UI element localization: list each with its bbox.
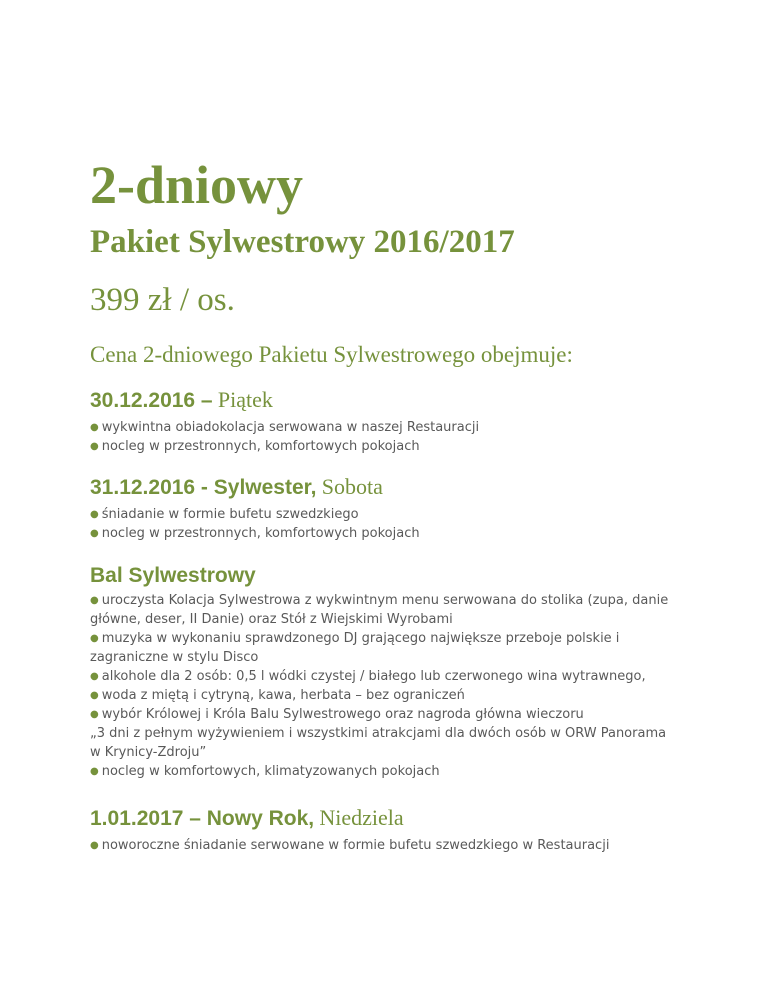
- list-item: ● wybór Królowej i Króla Balu Sylwestrowego oraz nagroda główna wieczoru: [90, 707, 584, 722]
- list-item: ● woda z miętą i cytryną, kawa, herbata – bez ograniczeń: [90, 688, 465, 703]
- bullet-icon: ●: [90, 840, 99, 851]
- bullet-icon: ●: [90, 528, 99, 539]
- section-day: Piątek: [217, 387, 273, 412]
- title-line-1: 2-dniowy: [90, 155, 304, 215]
- bullet-icon: ●: [90, 422, 99, 433]
- prize-quote: „3 dni z pełnym wyżywieniem i wszystkimi atrakcjami dla dwóch osób w ORW Panorama w Krynicy-Zdroju”: [90, 726, 667, 760]
- section-heading-31-12: [90, 474, 690, 501]
- bal-heading: Bal Sylwestrowy: [90, 564, 256, 587]
- bullet-icon: ●: [90, 633, 99, 644]
- section-heading-1-01: [90, 805, 690, 832]
- section-heading-30-12: [90, 387, 690, 414]
- section-date: 31.12.2016 - Sylwester,: [90, 476, 317, 499]
- bullet-icon: ●: [90, 441, 99, 452]
- intro-text: Cena 2-dniowego Pakietu Sylwestrowego obejmuje:: [90, 342, 573, 367]
- list-item: ● muzyka w wykonaniu sprawdzonego DJ grającego największe przeboje polskie i zagraniczne w stylu Disco: [90, 631, 620, 665]
- price: 399 zł / os.: [90, 282, 235, 318]
- list-item: ● uroczysta Kolacja Sylwestrowa z wykwintnym menu serwowana do stolika (zupa, danie główne, deser, II Danie) oraz Stół z Wiejskimi Wyrobami: [90, 593, 669, 627]
- section-day: Niedziela: [319, 805, 404, 830]
- section-date: 1.01.2017 – Nowy Rok,: [90, 807, 315, 830]
- bullet-icon: ●: [90, 671, 99, 682]
- section-list-30-12: [90, 418, 690, 456]
- section-list-1-01: [90, 836, 690, 855]
- list-item: ● noworoczne śniadanie serwowane w formie bufetu szwedzkiego w Restauracji: [90, 838, 610, 853]
- section-list-31-12: [90, 505, 690, 543]
- section-day: Sobota: [321, 474, 383, 499]
- bal-list: [90, 591, 690, 781]
- list-item: ● śniadanie w formie bufetu szwedzkiego: [90, 507, 359, 522]
- title-line-2: Pakiet Sylwestrowy 2016/2017: [90, 224, 515, 260]
- list-item: ● nocleg w przestronnych, komfortowych pokojach: [90, 526, 420, 541]
- bullet-icon: ●: [90, 595, 99, 606]
- list-item: ● alkohole dla 2 osób: 0,5 l wódki czystej / białego lub czerwonego wina wytrawnego,: [90, 669, 646, 684]
- bullet-icon: ●: [90, 709, 99, 720]
- bullet-icon: ●: [90, 690, 99, 701]
- list-item: ● nocleg w komfortowych, klimatyzowanych pokojach: [90, 764, 440, 779]
- document-page: [90, 155, 690, 855]
- section-date: 30.12.2016 –: [90, 389, 213, 412]
- list-item: ● nocleg w przestronnych, komfortowych pokojach: [90, 439, 420, 454]
- bullet-icon: ●: [90, 509, 99, 520]
- bullet-icon: ●: [90, 766, 99, 777]
- list-item: ● wykwintna obiadokolacja serwowana w naszej Restauracji: [90, 420, 480, 435]
